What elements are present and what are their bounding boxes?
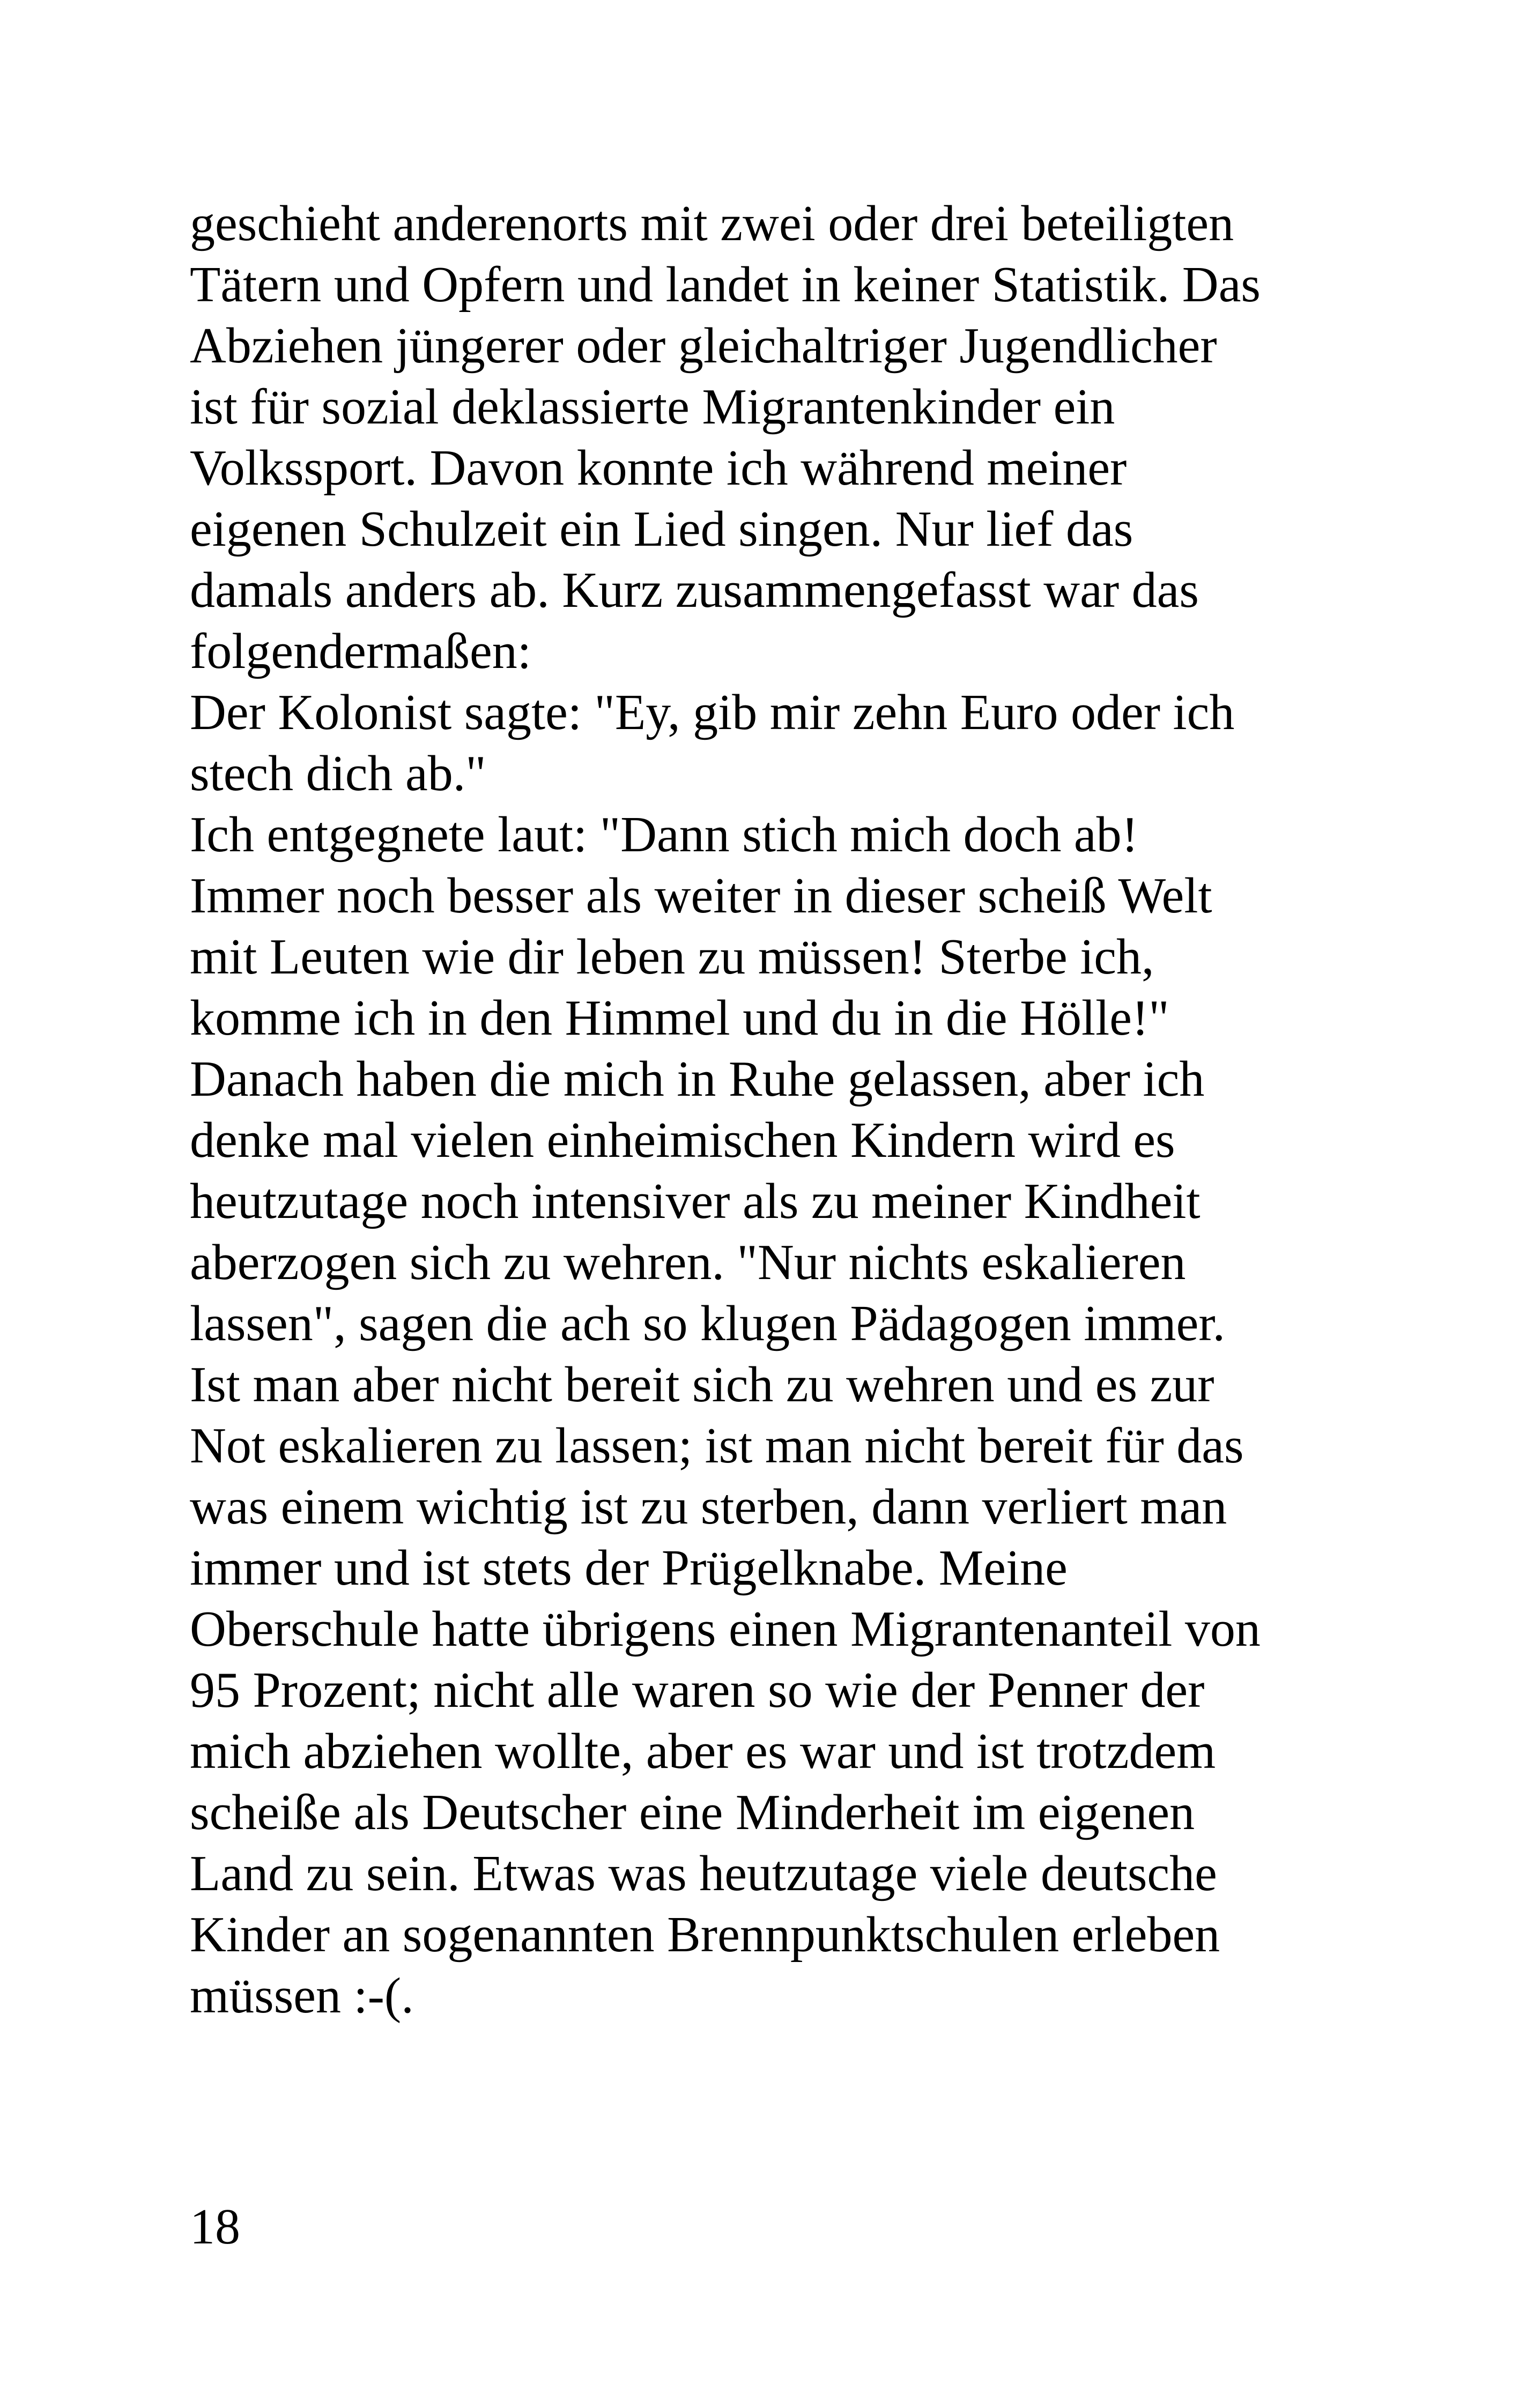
text-line: komme ich in den Himmel und du in die Hölle!" [190,990,1169,1046]
text-line: Immer noch besser als weiter in dieser scheiß Welt [190,868,1212,924]
body-text [190,193,1369,2026]
text-line: mit Leuten wie dir leben zu müssen! Sterbe ich, [190,929,1154,985]
text-line: Danach haben die mich in Ruhe gelassen, aber ich [190,1051,1205,1107]
text-line: ist für sozial deklassierte Migrantenkinder ein [190,379,1115,435]
text-line: Volkssport. Davon konnte ich während meiner [190,440,1127,496]
text-line: Ist man aber nicht bereit sich zu wehren und es zur [190,1357,1214,1413]
text-line: aberzogen sich zu wehren. "Nur nichts eskalieren [190,1235,1186,1290]
text-line: eigenen Schulzeit ein Lied singen. Nur lief das [190,501,1133,557]
text-line: müssen :-(. [190,1968,414,2024]
text-line: stech dich ab." [190,746,486,801]
text-line: denke mal vielen einheimischen Kindern wird es [190,1112,1175,1168]
text-line: mich abziehen wollte, aber es war und ist trotzdem [190,1723,1216,1779]
text-line: Not eskalieren zu lassen; ist man nicht bereit für das [190,1418,1244,1474]
text-line: Tätern und Opfern und landet in keiner Statistik. Das [190,257,1261,313]
text-line: Ich entgegnete laut: "Dann stich mich doch ab! [190,807,1138,863]
text-line: lassen", sagen die ach so klugen Pädagogen immer. [190,1296,1225,1351]
text-line: Land zu sein. Etwas was heutzutage viele deutsche [190,1846,1217,1901]
text-line: Oberschule hatte übrigens einen Migrantenanteil von [190,1601,1261,1657]
text-line: immer und ist stets der Prügelknabe. Meine [190,1540,1068,1596]
text-line: Kinder an sogenannten Brennpunktschulen erleben [190,1907,1220,1963]
text-line: 95 Prozent; nicht alle waren so wie der Penner der [190,1662,1205,1718]
text-line: was einem wichtig ist zu sterben, dann verliert man [190,1479,1227,1535]
page-number: 18 [190,2199,240,2255]
text-line: Abziehen jüngerer oder gleichaltriger Jugendlicher [190,318,1217,374]
text-line: geschieht anderenorts mit zwei oder drei beteiligten [190,196,1234,251]
text-line: scheiße als Deutscher eine Minderheit im eigenen [190,1785,1195,1840]
text-line: damals anders ab. Kurz zusammengefasst war das [190,562,1199,618]
text-line: Der Kolonist sagte: "Ey, gib mir zehn Euro oder ich [190,685,1235,740]
text-line: heutzutage noch intensiver als zu meiner Kindheit [190,1173,1201,1229]
text-line: folgendermaßen: [190,623,531,679]
